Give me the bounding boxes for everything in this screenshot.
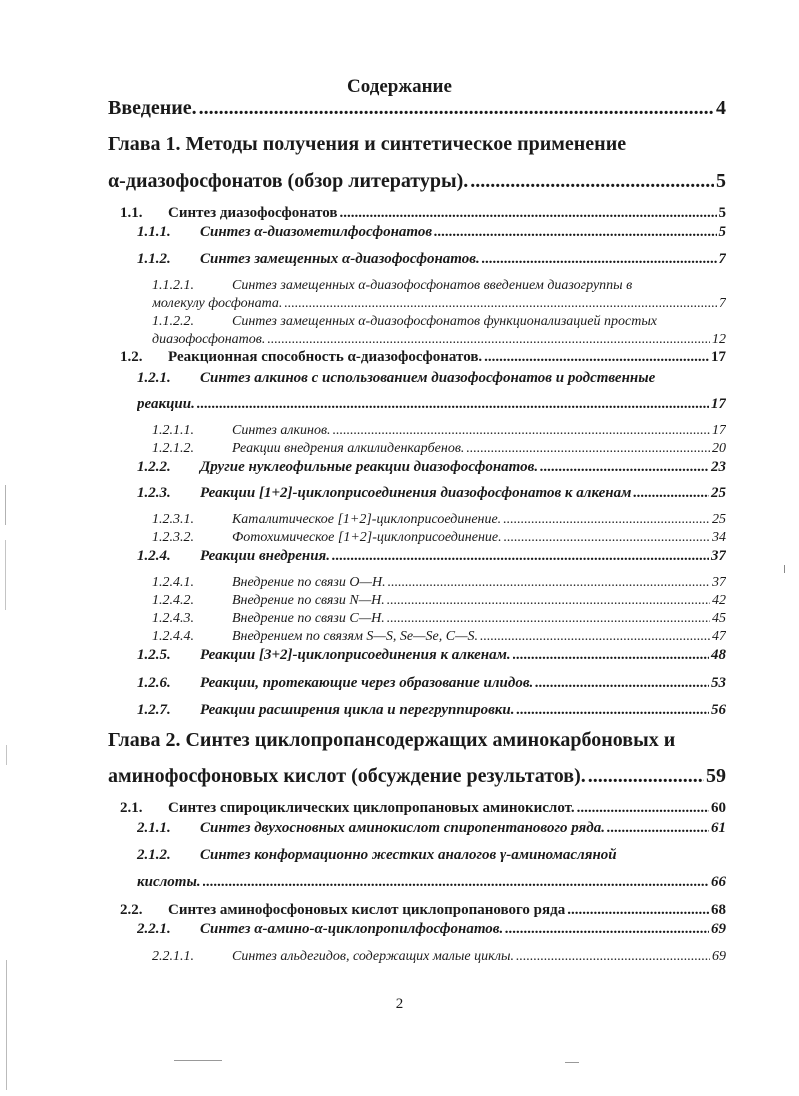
toc-entry-text: Фотохимическое [1+2]-циклоприсоединение.: [232, 530, 502, 545]
toc-entry-page: 53: [711, 675, 726, 691]
toc-entry-page: 5: [718, 205, 726, 221]
toc-entry-page: 17: [711, 396, 726, 412]
toc-entry-page: 37: [712, 575, 726, 590]
scan-artifact-left-1: [5, 485, 6, 525]
toc-subsection-2-1-2: [137, 874, 726, 891]
toc-entry-number: 1.2.: [120, 349, 143, 365]
toc-entry-page: 17: [712, 423, 726, 438]
scan-artifact-left-4: [6, 960, 7, 1090]
toc-entry-text: Синтез диазофосфонатов: [168, 205, 338, 221]
leader-dots: [480, 629, 710, 645]
toc-entry-number: 1.2.4.: [137, 548, 171, 564]
leader-dots: [466, 441, 710, 457]
toc-entry-text: Синтез α-амино-α-циклопропилфосфонатов.: [200, 921, 504, 937]
toc-entry-number: 1.2.4.3.: [152, 611, 194, 626]
leader-dots: [504, 530, 710, 546]
leader-dots: [516, 702, 709, 719]
toc-entry-number: 1.2.5.: [137, 647, 171, 663]
toc-subsection-1-2-5: [137, 647, 726, 664]
toc-subsection-2-1-2-line-1: [137, 847, 617, 864]
leader-dots: [284, 296, 717, 312]
toc-item-1-2-4-4: [152, 629, 726, 645]
toc-entry-number: 1.2.4.2.: [152, 593, 194, 608]
toc-entry-page: 5: [718, 224, 726, 240]
toc-entry-page: 66: [711, 874, 726, 890]
toc-entry-page: 5: [716, 170, 726, 192]
toc-entry-text: Синтез альдегидов, содержащих малые циклы.: [232, 949, 515, 964]
toc-subsection-1-2-3: [137, 485, 726, 502]
leader-dots: [388, 575, 710, 591]
toc-section-1-2: [120, 349, 726, 366]
leader-dots: [332, 548, 709, 565]
leader-dots: [199, 97, 714, 120]
toc-entry-page: 68: [711, 902, 726, 918]
toc-entry-text: молекулу фосфоната.: [152, 296, 283, 311]
toc-entry-page: 48: [711, 647, 726, 663]
toc-entry-text: Каталитическое [1+2]-циклоприсоединение.: [232, 512, 502, 527]
toc-entry-number: 1.1.1.: [137, 224, 171, 240]
toc-entry-text: Внедрение по связи О—Н.: [232, 575, 386, 590]
scan-artifact-left-2: [5, 540, 6, 610]
toc-entry-page: 42: [712, 593, 726, 608]
toc-subsection-1-2-1: [137, 396, 726, 413]
leader-dots: [470, 170, 714, 193]
toc-entry-number: 2.1.2.: [137, 847, 171, 863]
toc-entry-page: 34: [712, 530, 726, 545]
toc-entry-text: Введение.: [108, 97, 197, 119]
toc-entry-page: 12: [712, 332, 726, 347]
toc-entry-text: Реакции [1+2]-циклоприсоединения диазофосфонатов к алкенам: [200, 485, 632, 501]
toc-section-2-2: [120, 902, 726, 919]
toc-entry-introduction: [108, 97, 726, 120]
toc-entry-page: 23: [711, 459, 726, 475]
toc-entry-page: 17: [711, 349, 726, 365]
toc-entry-text: Реакционная способность α-диазофосфонатов.: [168, 349, 483, 365]
scan-artifact-left-3: [6, 745, 7, 765]
toc-entry-page: 59: [706, 765, 726, 787]
toc-entry-page: 60: [711, 800, 726, 816]
leader-dots: [484, 349, 709, 366]
toc-item-1-1-2-2-line-1: [152, 314, 657, 330]
toc-item-1-2-4-3: [152, 611, 726, 627]
toc-entry-number: 2.1.1.: [137, 820, 171, 836]
leader-dots: [333, 423, 710, 439]
toc-entry-text: аминофосфоновых кислот (обсуждение результатов).: [108, 765, 586, 787]
toc-entry-page: 45: [712, 611, 726, 626]
leader-dots: [387, 611, 710, 627]
toc-entry-page: 25: [711, 485, 726, 501]
toc-entry-page: 20: [712, 441, 726, 456]
toc-item-1-2-3-2: [152, 530, 726, 546]
scan-artifact-right-1: [784, 565, 785, 573]
toc-entry-text: Внедрение по связи С—Н.: [232, 611, 385, 626]
toc-chapter-2: [108, 765, 726, 788]
toc-item-1-2-3-1: [152, 512, 726, 528]
toc-entry-number: 2.1.: [120, 800, 143, 816]
toc-entry-text: Синтез замещенных α-диазофосфонатов функционализацией простых: [232, 314, 658, 329]
toc-entry-text: Внедрение по связи N—H.: [232, 593, 385, 608]
leader-dots: [503, 512, 710, 528]
toc-entry-text: Реакции внедрения алкилиденкарбенов.: [232, 441, 465, 456]
leader-dots: [516, 949, 710, 965]
toc-entry-text: Синтез спироциклических циклопропановых аминокислот.: [168, 800, 575, 816]
toc-subsection-1-2-4: [137, 548, 726, 565]
toc-subsection-1-2-7: [137, 702, 726, 719]
toc-item-1-1-2-1: [152, 296, 726, 312]
leader-dots: [535, 675, 709, 692]
toc-entry-page: 37: [711, 548, 726, 564]
toc-section-1-1: [120, 205, 726, 222]
toc-entry-number: 1.1.2.: [137, 251, 171, 267]
toc-subsection-1-2-6: [137, 675, 726, 692]
toc-entry-number: 1.2.7.: [137, 702, 171, 718]
page-number: 2: [395, 996, 404, 1012]
toc-entry-page: 25: [712, 512, 726, 527]
toc-entry-text: Синтез алкинов.: [232, 423, 331, 438]
toc-section-2-1: [120, 800, 726, 817]
leader-dots: [567, 902, 709, 919]
toc-subsection-1-1-1: [137, 224, 726, 241]
toc-entry-text: Синтез α-диазометилфосфонатов: [200, 224, 433, 240]
toc-chapter-2-title-line-1: Глава 2. Синтез циклопропансодержащих аминокарбоновых и: [108, 729, 676, 751]
toc-entry-page: 7: [718, 251, 726, 267]
scan-artifact-bottom-1: [174, 1060, 222, 1061]
toc-entry-text: α-диазофосфонатов (обзор литературы).: [108, 170, 469, 192]
toc-entry-page: 61: [711, 820, 726, 836]
toc-entry-page: 47: [712, 629, 726, 644]
toc-entry-number: 1.1.2.1.: [152, 278, 194, 293]
toc-item-1-2-1-2: [152, 441, 726, 457]
leader-dots: [339, 205, 716, 222]
leader-dots: [607, 820, 709, 837]
leader-dots: [540, 459, 709, 476]
toc-entry-number: 1.2.1.: [137, 370, 171, 386]
toc-subsection-2-2-1: [137, 921, 726, 938]
scan-artifact-bottom-2: [565, 1062, 579, 1063]
leader-dots: [482, 251, 717, 268]
toc-entry-text: Реакции расширения цикла и перегруппировки.: [200, 702, 515, 718]
toc-item-2-2-1-1: [152, 949, 726, 965]
toc-entry-number: 1.2.2.: [137, 459, 171, 475]
toc-entry-page: 69: [712, 949, 726, 964]
toc-entry-number: 1.2.1.1.: [152, 423, 194, 438]
leader-dots: [203, 874, 709, 891]
toc-entry-number: 1.2.3.1.: [152, 512, 194, 527]
toc-entry-number: 1.2.3.2.: [152, 530, 194, 545]
toc-entry-text: Синтез аминофосфоновых кислот циклопропанового ряда: [168, 902, 566, 918]
leader-dots: [577, 800, 709, 817]
leader-dots: [387, 593, 710, 609]
toc-subsection-1-1-2: [137, 251, 726, 268]
toc-entry-text: реакции.: [137, 396, 195, 412]
toc-entry-number: 1.1.2.2.: [152, 314, 194, 329]
toc-entry-text: Реакции, протекающие через образование илидов.: [200, 675, 534, 691]
toc-item-1-1-2-1-line-1: [152, 278, 632, 294]
toc-entry-page: 7: [719, 296, 726, 311]
leader-dots: [588, 765, 704, 788]
toc-entry-number: 1.2.1.2.: [152, 441, 194, 456]
leader-dots: [197, 396, 709, 413]
leader-dots: [513, 647, 709, 664]
toc-item-1-2-4-2: [152, 593, 726, 609]
toc-entry-text: Внедрением по связям S—S, Se—Se, C—S.: [232, 629, 479, 644]
toc-entry-number: 1.2.6.: [137, 675, 171, 691]
toc-entry-text: Синтез замещенных α-диазофосфонатов.: [200, 251, 480, 267]
toc-entry-page: 4: [716, 97, 726, 119]
leader-dots: [434, 224, 716, 241]
toc-entry-text: Синтез замещенных α-диазофосфонатов введением диазогруппы в: [232, 278, 633, 293]
page-title: Содержание: [347, 76, 452, 97]
toc-chapter-1-title-line-1: Глава 1. Методы получения и синтетическое применение: [108, 133, 627, 155]
toc-entry-text: Реакции [3+2]-циклоприсоединения к алкенам.: [200, 647, 511, 663]
toc-entry-number: 1.2.4.4.: [152, 629, 194, 644]
toc-entry-page: 56: [711, 702, 726, 718]
toc-entry-text: Синтез двухосновных аминокислот спиропентанового ряда.: [200, 820, 605, 836]
toc-entry-number: 1.2.3.: [137, 485, 171, 501]
leader-dots: [267, 332, 710, 348]
toc-item-1-2-1-1: [152, 423, 726, 439]
toc-entry-text: Синтез алкинов с использованием диазофосфонатов и родственные: [200, 370, 656, 386]
leader-dots: [633, 485, 709, 502]
toc-entry-text: Синтез конформационно жестких аналогов γ-аминомасляной: [200, 847, 617, 863]
toc-subsection-2-1-1: [137, 820, 726, 837]
toc-entry-number: 2.2.1.: [137, 921, 171, 937]
toc-entry-page: 69: [711, 921, 726, 937]
toc-entry-text: Реакции внедрения.: [200, 548, 331, 564]
toc-entry-number: 1.1.: [120, 205, 143, 221]
toc-entry-text: Другие нуклеофильные реакции диазофосфонатов.: [200, 459, 539, 475]
toc-entry-number: 2.2.: [120, 902, 143, 918]
toc-item-1-2-4-1: [152, 575, 726, 591]
toc-entry-text: диазофосфонатов.: [152, 332, 266, 347]
toc-subsection-1-2-2: [137, 459, 726, 476]
toc-subsection-1-2-1-line-1: [137, 370, 655, 387]
toc-entry-number: 1.2.4.1.: [152, 575, 194, 590]
toc-entry-number: 2.2.1.1.: [152, 949, 194, 964]
toc-chapter-1: [108, 170, 726, 193]
leader-dots: [505, 921, 709, 938]
toc-item-1-1-2-2: [152, 332, 726, 348]
toc-entry-text: кислоты.: [137, 874, 201, 890]
